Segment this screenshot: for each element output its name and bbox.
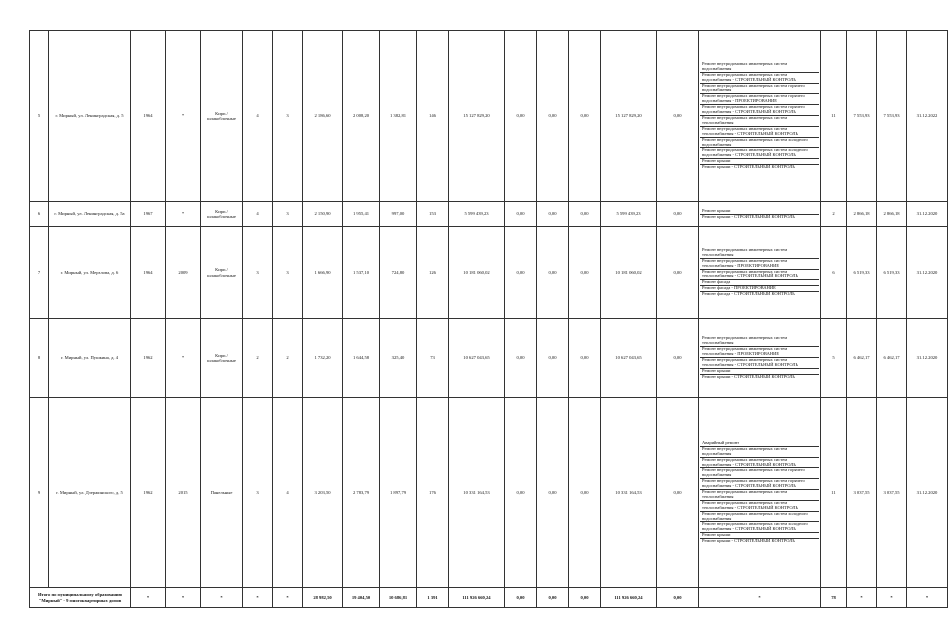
- work-item: Ремонт внутридомовых инженерных систем водоснабжения: [700, 447, 819, 458]
- row-year-reconst: *: [166, 319, 201, 398]
- table-row: [30, 319, 948, 398]
- row-specific: 0,00: [657, 398, 699, 588]
- row-residents: 146: [417, 31, 449, 202]
- row-residents: 153: [417, 202, 449, 227]
- total-row: [30, 588, 948, 608]
- row-fund-local: 0,00: [537, 31, 569, 202]
- work-item: Ремонт внутридомовых инженерных систем теплоснабжения - СТРОИТЕЛЬНЫЙ КОНТРОЛЬ: [700, 127, 819, 138]
- row-area-total: 1 666,90: [303, 227, 343, 319]
- table-row: [30, 398, 948, 588]
- row-wall-material: Кирп./ шлакоблочные: [201, 202, 243, 227]
- row-area-total: 2 150,90: [303, 202, 343, 227]
- work-item: Ремонт внутридомовых инженерных систем холодного водоснабжения - СТРОИТЕЛЬНЫЙ КОНТРОЛЬ: [700, 522, 819, 533]
- capital-repair-register-table: [29, 30, 948, 608]
- row-cost-per-unit-1: 6 462,17: [847, 319, 877, 398]
- total-area-total: 28 982,50: [303, 588, 343, 608]
- row-fund-other: 0,00: [569, 398, 601, 588]
- row-residents: 73: [417, 319, 449, 398]
- row-year-reconst: 2015: [166, 398, 201, 588]
- work-item: Ремонт внутридомовых инженерных систем теплоснабжения: [700, 336, 819, 347]
- work-item: Ремонт внутридомовых инженерных систем водоснабжения: [700, 62, 819, 73]
- total-section: [30, 588, 948, 608]
- row-area-residential: 1 382,81: [380, 31, 417, 202]
- row-completion-date: 31.12.2022: [907, 31, 948, 202]
- total-fund-owners: 111 926 660,24: [601, 588, 657, 608]
- total-cost-2: *: [877, 588, 907, 608]
- total-residents: 1 391: [417, 588, 449, 608]
- row-fund-other: 0,00: [569, 31, 601, 202]
- row-cost-per-unit-1: 6 519,33: [847, 227, 877, 319]
- row-specific: 0,00: [657, 227, 699, 319]
- row-completion-date: 31.12.2020: [907, 319, 948, 398]
- work-item: Ремонт фасада: [700, 280, 819, 286]
- row-fund-owners: 10 181 060,02: [601, 227, 657, 319]
- row-cost: 15 127 829,20: [449, 31, 505, 202]
- row-works-qty: 11: [821, 31, 847, 202]
- row-floors: 4: [243, 31, 273, 202]
- row-floors: 3: [243, 398, 273, 588]
- row-year-reconst: 2009: [166, 227, 201, 319]
- row-address: г. Мирный, ул. Ленинградская, д. 5а: [49, 202, 131, 227]
- row-year-built: 1962: [131, 319, 166, 398]
- work-item: Ремонт внутридомовых инженерных систем теплоснабжения - СТРОИТЕЛЬНЫЙ КОНТРОЛЬ: [700, 501, 819, 512]
- row-number: 7: [30, 227, 49, 319]
- row-works-qty: 2: [821, 202, 847, 227]
- row-fund-local: 0,00: [537, 202, 569, 227]
- row-completion-date: 31.12.2020: [907, 227, 948, 319]
- row-area-residential: 1 897,79: [380, 398, 417, 588]
- work-item: Ремонт крыши - СТРОИТЕЛЬНЫЙ КОНТРОЛЬ: [702, 164, 795, 170]
- row-year-built: 1967: [131, 202, 166, 227]
- row-fund-region: 0,00: [505, 227, 537, 319]
- row-works: [699, 227, 821, 319]
- work-item: Ремонт крыши - СТРОИТЕЛЬНЫЙ КОНТРОЛЬ: [702, 373, 795, 379]
- row-year-built: 1962: [131, 398, 166, 588]
- total-fund-region: 0,00: [505, 588, 537, 608]
- row-area-premises: 1 955,41: [343, 202, 380, 227]
- row-fund-owners: 10 331 164,53: [601, 398, 657, 588]
- row-works: [699, 398, 821, 588]
- row-completion-date: 31.12.2020: [907, 398, 948, 588]
- row-residents: 126: [417, 227, 449, 319]
- row-address: г. Мирный, ул. Ленинградская, д. 5: [49, 31, 131, 202]
- row-area-total: 1 732,20: [303, 319, 343, 398]
- work-item: Ремонт внутридомовых инженерных систем теплоснабжения: [700, 248, 819, 259]
- row-address: г. Мирный, ул. Пушкина, д. 4: [49, 319, 131, 398]
- row-wall-material: Кирп./ шлакоблочные: [201, 319, 243, 398]
- row-fund-local: 0,00: [537, 319, 569, 398]
- work-item: Ремонт внутридомовых инженерных систем холодного водоснабжения: [700, 138, 819, 149]
- row-area-residential: 997,00: [380, 202, 417, 227]
- total-label: Итого по муниципальному образованию "Мирный" - 9 многоквартирных домов: [30, 588, 131, 608]
- row-year-reconst: *: [166, 202, 201, 227]
- work-item: Ремонт внутридомовых инженерных систем горячего водоснабжения: [700, 84, 819, 95]
- row-address: г. Мирный, ул. Мерзлова, д. 6: [49, 227, 131, 319]
- row-fund-region: 0,00: [505, 398, 537, 588]
- total-year-built: *: [131, 588, 166, 608]
- work-item: Ремонт внутридомовых инженерных систем водоснабжения - СТРОИТЕЛЬНЫЙ КОНТРОЛЬ: [700, 458, 819, 469]
- work-item: Ремонт внутридомовых инженерных систем теплоснабжения - СТРОИТЕЛЬНЫЙ КОНТРОЛЬ: [700, 270, 819, 281]
- work-item: Ремонт крыши: [700, 533, 819, 539]
- work-item: Ремонт внутридомовых инженерных систем теплоснабжения - ПРОЕКТИРОВАНИЕ: [700, 347, 819, 358]
- row-residents: 176: [417, 398, 449, 588]
- row-specific: 0,00: [657, 202, 699, 227]
- row-cost-per-unit-2: 6 519,33: [877, 227, 907, 319]
- row-number: 8: [30, 319, 49, 398]
- row-fund-local: 0,00: [537, 398, 569, 588]
- work-item: Аварийный ремонт: [700, 441, 819, 447]
- row-number: 6: [30, 202, 49, 227]
- total-specific: 0,00: [657, 588, 699, 608]
- row-cost: 5 599 439,23: [449, 202, 505, 227]
- row-wall-material: Кирп./ шлакоблочные: [201, 227, 243, 319]
- work-item: Ремонт крыши: [700, 369, 819, 375]
- row-floors: 4: [243, 202, 273, 227]
- work-item: Ремонт фасада - СТРОИТЕЛЬНЫЙ КОНТРОЛЬ: [702, 291, 795, 297]
- row-fund-owners: 10 627 043,65: [601, 319, 657, 398]
- row-floors: 2: [243, 319, 273, 398]
- table-row: [30, 227, 948, 319]
- row-cost-per-unit-2: 2 866,18: [877, 202, 907, 227]
- row-area-premises: 1 537,10: [343, 227, 380, 319]
- row-cost-per-unit-2: 7 553,93: [877, 31, 907, 202]
- work-item: Ремонт внутридомовых инженерных систем теплоснабжения: [700, 116, 819, 127]
- total-year-reconst: *: [166, 588, 201, 608]
- row-cost-per-unit-1: 3 037,55: [847, 398, 877, 588]
- row-number: 5: [30, 31, 49, 202]
- row-works: [699, 202, 821, 227]
- row-entrances: 3: [273, 227, 303, 319]
- work-item: Ремонт внутридомовых инженерных систем теплоснабжения - ПРОЕКТИРОВАНИЕ: [700, 259, 819, 270]
- table-row: [30, 202, 948, 227]
- row-fund-other: 0,00: [569, 202, 601, 227]
- row-fund-owners: 5 599 439,23: [601, 202, 657, 227]
- total-entrances: *: [273, 588, 303, 608]
- row-area-premises: 2 008,20: [343, 31, 380, 202]
- total-wall: *: [201, 588, 243, 608]
- row-area-premises: 2 783,79: [343, 398, 380, 588]
- row-works-qty: 5: [821, 319, 847, 398]
- row-number: 9: [30, 398, 49, 588]
- row-completion-date: 31.12.2020: [907, 202, 948, 227]
- row-fund-owners: 15 127 829,20: [601, 31, 657, 202]
- table-row: [30, 31, 948, 202]
- work-item: Ремонт внутридомовых инженерных систем горячего водоснабжения - ПРОЕКТИРОВАНИЕ: [700, 94, 819, 105]
- work-item: Ремонт крыши: [700, 159, 819, 165]
- row-address: г. Мирный, ул. Дзержинского, д. 5: [49, 398, 131, 588]
- row-floors: 3: [243, 227, 273, 319]
- total-fund-other: 0,00: [569, 588, 601, 608]
- row-wall-material: Кирп./ шлакоблочные: [201, 31, 243, 202]
- row-entrances: 3: [273, 202, 303, 227]
- work-item: Ремонт фасада - ПРОЕКТИРОВАНИЕ: [700, 286, 819, 292]
- total-qty: 78: [821, 588, 847, 608]
- row-year-built: 1964: [131, 31, 166, 202]
- total-works: *: [699, 588, 821, 608]
- total-date: *: [907, 588, 948, 608]
- total-cost: 111 926 660,24: [449, 588, 505, 608]
- table-body: [30, 31, 948, 588]
- row-year-built: 1964: [131, 227, 166, 319]
- row-cost: 10 627 043,65: [449, 319, 505, 398]
- work-item: Ремонт внутридомовых инженерных систем горячего водоснабжения - СТРОИТЕЛЬНЫЙ КОНТРОЛЬ: [700, 479, 819, 490]
- row-area-total: 2 186,60: [303, 31, 343, 202]
- row-works-qty: 6: [821, 227, 847, 319]
- total-floors: *: [243, 588, 273, 608]
- row-entrances: 3: [273, 31, 303, 202]
- work-item: Ремонт крыши: [700, 209, 819, 215]
- work-item: Ремонт внутридомовых инженерных систем теплоснабжения: [700, 490, 819, 501]
- row-fund-region: 0,00: [505, 31, 537, 202]
- row-area-residential: 724,80: [380, 227, 417, 319]
- row-cost-per-unit-2: 6 462,17: [877, 319, 907, 398]
- row-cost-per-unit-2: 3 037,55: [877, 398, 907, 588]
- row-entrances: 4: [273, 398, 303, 588]
- row-specific: 0,00: [657, 319, 699, 398]
- row-area-total: 3 203,50: [303, 398, 343, 588]
- row-cost: 10 181 060,02: [449, 227, 505, 319]
- row-cost: 10 331 164,53: [449, 398, 505, 588]
- row-cost-per-unit-1: 2 866,18: [847, 202, 877, 227]
- row-fund-region: 0,00: [505, 202, 537, 227]
- total-fund-local: 0,00: [537, 588, 569, 608]
- row-fund-region: 0,00: [505, 319, 537, 398]
- row-fund-other: 0,00: [569, 319, 601, 398]
- total-area-residential: 10 686,81: [380, 588, 417, 608]
- work-item: Ремонт крыши - СТРОИТЕЛЬНЫЙ КОНТРОЛЬ: [702, 538, 795, 544]
- row-cost-per-unit-1: 7 553,93: [847, 31, 877, 202]
- work-item: Ремонт внутридомовых инженерных систем водоснабжения - СТРОИТЕЛЬНЫЙ КОНТРОЛЬ: [700, 73, 819, 84]
- row-area-residential: 325,40: [380, 319, 417, 398]
- row-fund-other: 0,00: [569, 227, 601, 319]
- work-item: Ремонт внутридомовых инженерных систем горячего водоснабжения - СТРОИТЕЛЬНЫЙ КОНТРОЛЬ: [700, 105, 819, 116]
- work-item: Ремонт внутридомовых инженерных систем горячего водоснабжения: [700, 468, 819, 479]
- row-year-reconst: *: [166, 31, 201, 202]
- total-cost-1: *: [847, 588, 877, 608]
- row-fund-local: 0,00: [537, 227, 569, 319]
- row-specific: 0,00: [657, 31, 699, 202]
- row-works: [699, 31, 821, 202]
- total-area-premises: 19 404,50: [343, 588, 380, 608]
- work-item: Ремонт внутридомовых инженерных систем теплоснабжения - СТРОИТЕЛЬНЫЙ КОНТРОЛЬ: [700, 358, 819, 369]
- row-wall-material: Панельные: [201, 398, 243, 588]
- work-item: Ремонт крыши - СТРОИТЕЛЬНЫЙ КОНТРОЛЬ: [702, 213, 795, 219]
- row-works: [699, 319, 821, 398]
- work-item: Ремонт внутридомовых инженерных систем холодного водоснабжения - СТРОИТЕЛЬНЫЙ КОНТРОЛЬ: [700, 148, 819, 159]
- row-entrances: 2: [273, 319, 303, 398]
- work-item: Ремонт внутридомовых инженерных систем холодного водоснабжения: [700, 512, 819, 523]
- row-works-qty: 11: [821, 398, 847, 588]
- row-area-premises: 1 644,58: [343, 319, 380, 398]
